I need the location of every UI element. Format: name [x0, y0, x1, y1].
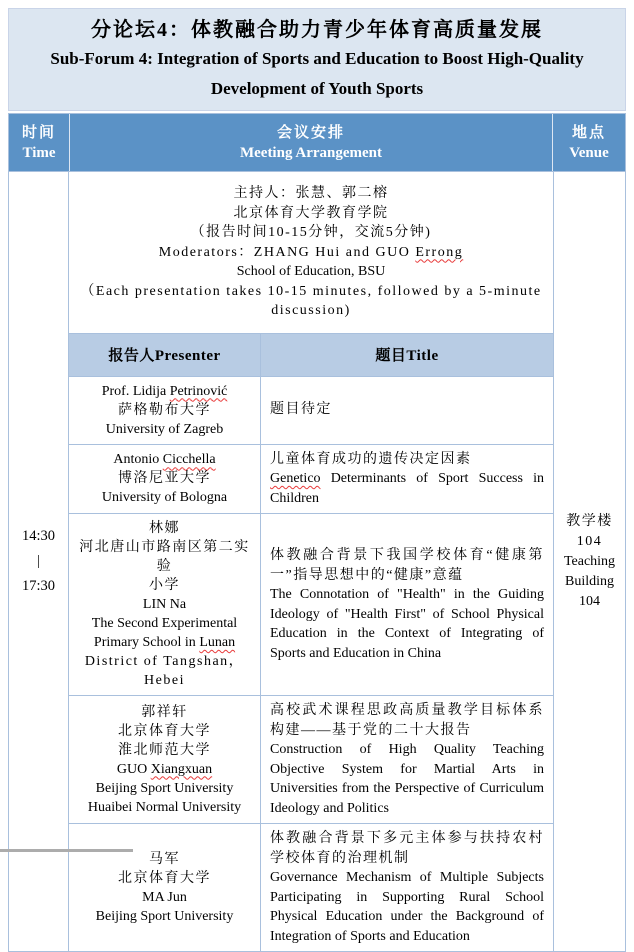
presenter-line: [94, 633, 235, 652]
subheader-presenter: 报告人Presenter: [69, 333, 260, 376]
presenter-cell: [69, 695, 260, 823]
venue-line: [564, 552, 615, 572]
venue-header-en: Venue: [569, 144, 609, 161]
presenter-cell: [69, 513, 260, 695]
presenter-line: [96, 907, 234, 926]
conference-program-document: [8, 8, 626, 952]
moderator-line: [77, 262, 545, 282]
text-segment: Moderators：ZHANG Hui and GUO: [158, 244, 416, 260]
misspelled-word: Errong: [415, 244, 464, 260]
text-segment: Determinants of Sport Success in Children: [270, 471, 544, 506]
venue-line: [554, 512, 625, 552]
presenter-line: [102, 382, 228, 401]
arrangement-header-en: Meeting Arrangement: [239, 144, 383, 161]
text-segment: 林娜: [149, 521, 180, 536]
presenter-cell: [69, 444, 260, 514]
time-start: 14:30: [21, 528, 56, 544]
column-header-arrangement: [69, 114, 553, 171]
text-segment: 北京体育大学: [118, 723, 211, 739]
moderator-line: [77, 282, 545, 321]
subheader-title: 题目Title: [260, 333, 553, 376]
text-segment: Building: [564, 573, 614, 589]
title-cell: [260, 513, 553, 695]
presenter-line: [143, 595, 186, 614]
venue-cell: [553, 171, 625, 951]
horizontal-scrollbar-thumb[interactable]: [0, 849, 133, 852]
presenter-line: [102, 488, 227, 507]
presenter-line: [113, 450, 215, 469]
inner-table: [69, 333, 553, 952]
text-segment: The Second Experimental: [91, 616, 238, 631]
title-zh: [270, 450, 544, 470]
text-segment: University of Bologna: [101, 490, 228, 506]
moderator-line: [77, 223, 545, 243]
presenter-line: [118, 469, 211, 488]
column-header-venue: [553, 114, 625, 171]
text-segment: District of Tangshan，Hebei: [84, 654, 245, 688]
text-segment: GUO: [116, 761, 151, 777]
text-segment: Huaibei Normal University: [87, 799, 242, 815]
title-zh: [270, 701, 544, 740]
text-segment: Beijing Sport University: [95, 780, 234, 796]
text-segment: LIN Na: [142, 597, 187, 612]
text-segment: Teaching: [563, 553, 616, 569]
text-segment: Antonio: [113, 452, 163, 468]
misspelled-word: Genetico: [270, 471, 321, 486]
moderator-line: [77, 204, 545, 224]
presenter-line: [118, 722, 211, 741]
presenter-line: [117, 760, 212, 779]
misspelled-word: Cicchella: [162, 452, 216, 468]
misspelled-word: Petrinović: [169, 383, 228, 399]
text-segment: Prof. Lidija: [101, 383, 170, 399]
meeting-arrangement-cell: [69, 171, 553, 951]
title-zh: [270, 829, 544, 868]
text-segment: 河北唐山市路南区第二实验: [79, 540, 250, 574]
text-segment: Governance Mechanism of Multiple Subjects Participating in Supporting Rural School Physical Education under the Background of Integration of Sports and Education: [270, 870, 544, 944]
time-separator: |: [37, 553, 40, 569]
presenter-line: [118, 869, 211, 888]
presenter-cell: [69, 823, 260, 951]
text-segment: Beijing Sport University: [95, 908, 234, 924]
presenter-line: [118, 741, 211, 760]
misspelled-word: Lunan: [199, 635, 236, 650]
text-segment: 教学楼104: [566, 513, 613, 549]
text-segment: （报告时间10-15分钟，交流5分钟): [190, 225, 432, 240]
presenter-line: [75, 652, 254, 690]
time-end: 17:30: [21, 578, 56, 594]
presenter-line: [141, 703, 188, 722]
venue-header-zh: 地点: [571, 124, 606, 141]
text-segment: （Each presentation takes 10-15 minutes, followed by a 5-minute discussion): [80, 283, 542, 318]
presenter-line: [106, 420, 223, 439]
presenter-cell: [69, 376, 260, 444]
forum-title-zh: 分论坛4：体教融合助力青少年体育高质量发展: [91, 19, 543, 41]
text-segment: 体教融合背景下多元主体参与扶持农村学校体育的治理机制: [270, 831, 544, 866]
text-segment: 高校武术课程思政高质量教学目标体系构建——基于党的二十大报告: [270, 703, 544, 738]
arrangement-header-zh: 会议安排: [276, 124, 345, 141]
time-header-zh: 时间: [21, 124, 56, 141]
text-segment: 儿童体育成功的遗传决定因素: [270, 451, 472, 467]
title-en: [270, 469, 544, 508]
text-segment: Primary School in: [93, 635, 200, 650]
presenter-line: [92, 614, 237, 633]
text-segment: 北京体育大学: [118, 870, 211, 886]
text-segment: University of Zagreb: [105, 421, 224, 437]
title-cell: [260, 823, 553, 951]
text-segment: The Connotation of "Health" in the Guiding Ideology of "Health First" of School Physical Education in the Context of Integrating of Sports and Education in China: [270, 587, 544, 661]
title-cell: [260, 444, 553, 514]
presenter-line: [149, 519, 180, 538]
presenter-line: [118, 401, 211, 420]
text-segment: School of Education, BSU: [236, 264, 386, 279]
forum-title-block: [8, 8, 626, 111]
text-segment: 小学: [149, 578, 180, 593]
forum-title-en-line2: Development of Youth Sports: [210, 79, 424, 98]
title-zh: [270, 400, 544, 420]
title-en: [270, 868, 544, 946]
time-cell: [9, 171, 69, 951]
text-segment: 马军: [149, 851, 180, 867]
text-segment: 淮北师范大学: [118, 742, 211, 758]
title-en: [270, 585, 544, 663]
text-segment: 体教融合背景下我国学校体育“健康第一”指导思想中的“健康”意蕴: [270, 548, 544, 583]
text-segment: 104: [579, 593, 600, 609]
presenter-line: [149, 850, 180, 869]
forum-title-en-line1: Sub-Forum 4: Integration of Sports and Education to Boost High-Quality: [50, 49, 584, 68]
text-segment: 题目待定: [270, 402, 332, 418]
text-segment: 郭祥轩: [141, 704, 188, 720]
misspelled-word: Xiangxuan: [150, 761, 213, 777]
venue-line: [565, 572, 614, 592]
moderator-block: [69, 172, 553, 333]
text-segment: MA Jun: [142, 889, 187, 905]
time-header-en: Time: [22, 144, 56, 161]
text-segment: Construction of High Quality Teaching Objective System for Martial Arts in Universities from the Perspective of Curriculum Ideology and Politics: [270, 742, 544, 816]
text-segment: 博洛尼亚大学: [118, 471, 211, 487]
text-segment: 萨格勒布大学: [118, 402, 211, 418]
program-table: [8, 113, 626, 952]
text-segment: 北京体育大学教育学院: [233, 205, 389, 221]
presenter-line: [88, 798, 241, 817]
moderator-line: [77, 184, 545, 204]
presenter-line: [142, 888, 187, 907]
venue-line: [579, 592, 600, 612]
title-cell: [260, 695, 553, 823]
text-segment: 主持人：张慧、郭二榕: [233, 186, 389, 201]
title-zh: [270, 546, 544, 585]
presenter-line: [75, 538, 254, 576]
moderator-line: [77, 243, 545, 263]
presenter-line: [149, 576, 180, 595]
title-cell: [260, 376, 553, 444]
title-en: [270, 740, 544, 818]
presenter-line: [96, 779, 234, 798]
column-header-time: [9, 114, 69, 171]
